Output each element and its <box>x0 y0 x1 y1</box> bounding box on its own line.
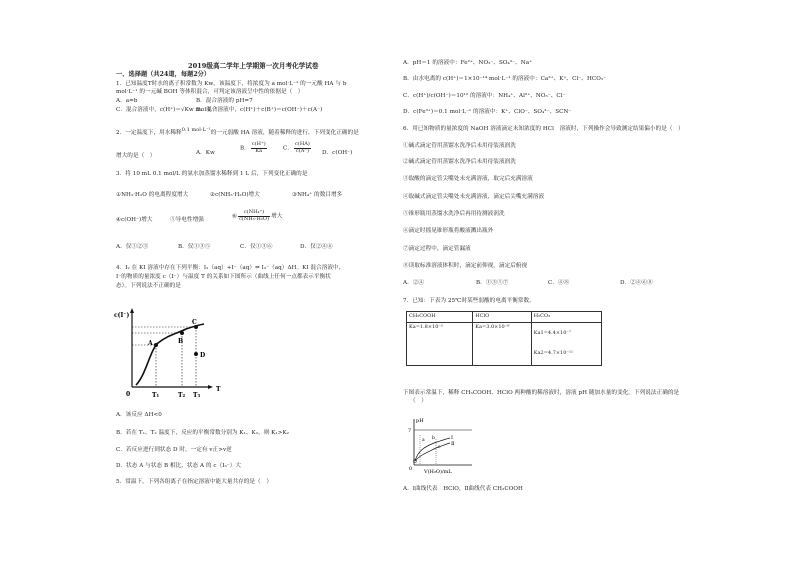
q4-label-b: B <box>178 338 184 345</box>
q7-y7-label: 7 <box>408 428 412 434</box>
q3-item-6 <box>232 210 282 222</box>
q7-stem: 7．已知：下表为 25℃时某些弱酸的电离平衡常数。 <box>403 298 535 304</box>
q1-stem-line1: 1．已知温度T时水的离子积常数为 Kw，该温度下，将浓度为 a mol·L⁻¹ 的一元酸 HA 与 b <box>116 81 347 87</box>
table-header: HClO <box>473 312 532 323</box>
q4-option-c: C．若反应进行到状态 D 时，一定有 v正>v逆 <box>116 447 232 453</box>
q2-option-c <box>283 142 312 154</box>
table-header: CH₃COOH <box>407 312 473 323</box>
section-heading: 一、选择题（共24道，每题2分） <box>116 71 211 78</box>
q7-after-line1: 下图表示常温下，稀释 CH₃COOH、HClO 两种酸的稀溶液时，溶液 pH 随加水量的变化。下列说法正确的是 <box>403 390 680 396</box>
q1-stem-line2: mol·L⁻¹ 的一元碱 BOH 等体积混合，可判定该溶液呈中性的依据是（ ） <box>116 89 304 95</box>
q6-option-b: B．①③⑤⑦ <box>476 280 509 286</box>
q6-option-c: C．④⑧ <box>548 280 570 286</box>
q7-origin: 0 <box>409 466 413 472</box>
table-cell-ka1: Ka1=4.4×10⁻⁷ <box>533 330 572 336</box>
q3-frac-numerator: c(NH₄⁺) <box>238 210 270 217</box>
q4-label-d: D <box>200 352 206 359</box>
q7-constants-table <box>406 311 602 366</box>
q7-label-a: a <box>422 438 425 443</box>
q7-diagram <box>402 415 492 475</box>
q4-y-label: c(I⁻) <box>114 312 130 319</box>
q4-label-a: A <box>148 340 153 347</box>
q7-after-line2: （ ） <box>410 398 427 404</box>
q3-item-6-label: ⑥ <box>232 213 238 220</box>
q7-label-b: b <box>432 436 435 441</box>
q4-tick-t3: T₃ <box>193 392 201 399</box>
q4-x-label: T <box>216 386 221 393</box>
q7-x-label: V(H₂O)/mL <box>424 469 452 475</box>
q2-frac2-numerator: c(HA) <box>294 141 310 147</box>
q3-item-1: ①NH₃·H₂O 的电离程度增大 <box>116 192 189 198</box>
q4-origin: 0 <box>126 391 131 398</box>
q3-item-4: ④c(OH⁻)增大 <box>116 217 153 223</box>
q4-stem-line2: I⁻的物质的量浓度 c（I⁻）与温度 T 的关系如下图所示（曲线上任何一点都表示平衡状 <box>116 274 331 280</box>
q2-option-d: D．c(OH⁻) <box>322 150 353 156</box>
q7-option-a: A．Ⅰ曲线代表 HClO，Ⅱ曲线代表 CH₃COOH <box>403 486 523 492</box>
q7-curve-2 <box>415 443 450 461</box>
q2-stem-c: 的一元弱酸 HA 溶液，随着稀释的进行，下列变化正确的是 <box>210 129 359 136</box>
q2-frac1-denominator: Ka <box>255 147 263 154</box>
q1-option-b: B．混合溶液的 pH=7 <box>196 98 253 104</box>
q7-label-c: c <box>438 445 441 450</box>
q2-frac2-denominator: c(A⁻) <box>295 147 310 154</box>
q6-item-6: ⑥滴定时摇晃锥形瓶将酸液溅出瓶外 <box>403 228 494 234</box>
q2-fraction-1 <box>251 142 267 154</box>
table-cell: Ka=1.8×10⁻⁵ <box>407 323 473 366</box>
q7-y-label: pH <box>416 418 424 424</box>
q6-option-a: A．②④ <box>403 280 425 286</box>
q2-frac1-numerator: c(H⁺) <box>251 141 266 147</box>
q6-item-5: ⑤锥形瓶用蒸馏水洗净后再用待测液润洗 <box>403 211 505 217</box>
q3-item-2: ②c(NH₃·H₂O)增大 <box>210 192 260 198</box>
q6-option-d: D．②④⑥⑧ <box>620 280 653 286</box>
table-header: H₂CO₃ <box>531 312 601 323</box>
q5-stem: 5．常温下，下列各组离子在指定溶液中能大量共存的是（ ） <box>116 479 272 485</box>
q4-stem-line1: 4．I₂ 在 KI 溶液中存在下列平衡：I₂（aq）+I⁻（aq）⇌ I₃⁻（aq）ΔH。KI 混合溶液中， <box>116 265 345 271</box>
q2-stem-a: 2．一定温度下，用水稀释 <box>116 129 182 136</box>
q4-option-b: B．若在 T₁、T₂ 温度下，反应的平衡常数分别为 K₁、K₂，则 K₁>K₂ <box>116 430 289 436</box>
q7-curve-label-2: Ⅱ <box>451 441 455 447</box>
q1-option-a: A．a=b <box>116 98 138 104</box>
q3-item-3: ③NH₄⁺ 的数目增多 <box>292 192 343 198</box>
q5-option-d: D．c(Fe³⁺)＝0.1 mol·L⁻¹ 的溶液中：K⁺、ClO⁻、SO₄²⁻、SCN⁻ <box>403 109 572 115</box>
q3-option-a: A．仅①②③ <box>116 244 149 250</box>
q2-option-b <box>240 142 268 154</box>
q6-item-7: ⑦滴定过程中，滴定管漏液 <box>403 246 471 252</box>
q3-fraction <box>238 210 270 222</box>
q4-diagram <box>112 305 222 401</box>
q3-option-b: B．仅①③⑤ <box>178 244 211 250</box>
q2-stem-b: 0.1 mol·L⁻¹ <box>181 127 211 133</box>
q4-option-a: A．该反应 ΔH<0 <box>116 412 162 418</box>
q3-item-6-suffix: 增大 <box>271 213 283 220</box>
q4-option-d: D．状态 A 与状态 B 相比，状态 A 的 c（I₃⁻）大 <box>116 463 242 469</box>
table-cell-ka2: Ka2=4.7×10⁻¹¹ <box>533 350 574 356</box>
q3-option-d: D．仅②④⑥ <box>300 244 333 250</box>
q6-item-2: ②碱式滴定管用蒸馏水洗净后未用待装液润洗 <box>403 159 516 165</box>
q7-curve-label-1: Ⅰ <box>451 435 453 441</box>
q6-stem: 6．用已知物质的量浓度的 NaOH 溶液滴定未知浓度的 HCl 溶液时，下列操作会导致测定结果偏小的是（ ） <box>403 126 684 132</box>
q2-stem <box>116 127 359 137</box>
q4-y-arrow <box>130 308 134 313</box>
q6-item-8: ⑧读取标准溶液体积时，滴定前仰视，滴定后俯视 <box>403 263 528 269</box>
q4-stem-line3: 态）。下列说法不正确的是 <box>116 283 181 289</box>
q3-frac-denominator: c(NH₃·H₂O) <box>239 215 270 222</box>
q6-item-3: ③取酸的滴定管尖嘴处未充满溶液，取完后充满溶液 <box>403 176 533 182</box>
q2-option-c-label: C． <box>283 145 293 152</box>
table-cell <box>531 323 601 366</box>
q4-x-arrow <box>208 385 213 389</box>
q3-option-c: C．仅①③⑥ <box>240 244 273 250</box>
q4-point-a <box>154 343 158 347</box>
q5-option-a: A．pH＝1 的溶液中：Fe²⁺、NO₃⁻、SO₄²⁻、Na⁺ <box>403 60 533 66</box>
q1-option-c: C．混合溶液中，c(H⁺)＝√Kw mol·L⁻¹ <box>116 107 218 113</box>
q4-curve <box>136 324 204 385</box>
q6-item-1: ①碱式滴定管用蒸馏水洗净后未用待装液润洗 <box>403 143 516 149</box>
page-title: 2019级高二学年上学期第一次月考化学试卷 <box>188 62 319 70</box>
q2-option-a: A．Kw <box>196 150 215 156</box>
table-cell: Ka=3.0×10⁻⁸ <box>473 323 532 366</box>
q1-option-d: D．混合溶液中，c(H⁺)＋c(B⁺)＝c(OH⁻)＋c(A⁻) <box>196 107 323 113</box>
q3-item-5: ⑤导电性增强 <box>170 217 204 223</box>
q4-tick-t1: T₁ <box>152 392 160 399</box>
q2-fraction-2 <box>294 142 311 154</box>
q2-tail: 增大的是（ ） <box>116 153 156 159</box>
table-row <box>407 312 602 323</box>
table-row <box>407 323 602 366</box>
q2-option-b-label: B． <box>240 145 250 152</box>
q4-point-b <box>180 331 184 335</box>
q4-label-c: C <box>192 319 197 326</box>
q5-option-c: C．c(H⁺)/c(OH⁻)＝10¹² 的溶液中：NH₄⁺、Al³⁺、NO₃⁻、Cl⁻ <box>403 93 566 99</box>
q6-item-4: ④取碱式滴定管尖嘴处未充满溶液，滴定后尖嘴充满溶液 <box>403 194 545 200</box>
q3-stem: 3．将 10 mL 0.1 mol/L 的氨水加蒸馏水稀释到 1 L 后，下列变化正确的是 <box>116 171 308 177</box>
q4-tick-t2: T₂ <box>178 392 186 399</box>
q4-point-d <box>194 352 198 356</box>
q5-option-b: B．由水电离的 c(H⁺)＝1×10⁻¹⁴ mol·L⁻¹ 的溶液中：Ca²⁺、K⁺、Cl⁻、HCO₃⁻ <box>403 76 607 82</box>
